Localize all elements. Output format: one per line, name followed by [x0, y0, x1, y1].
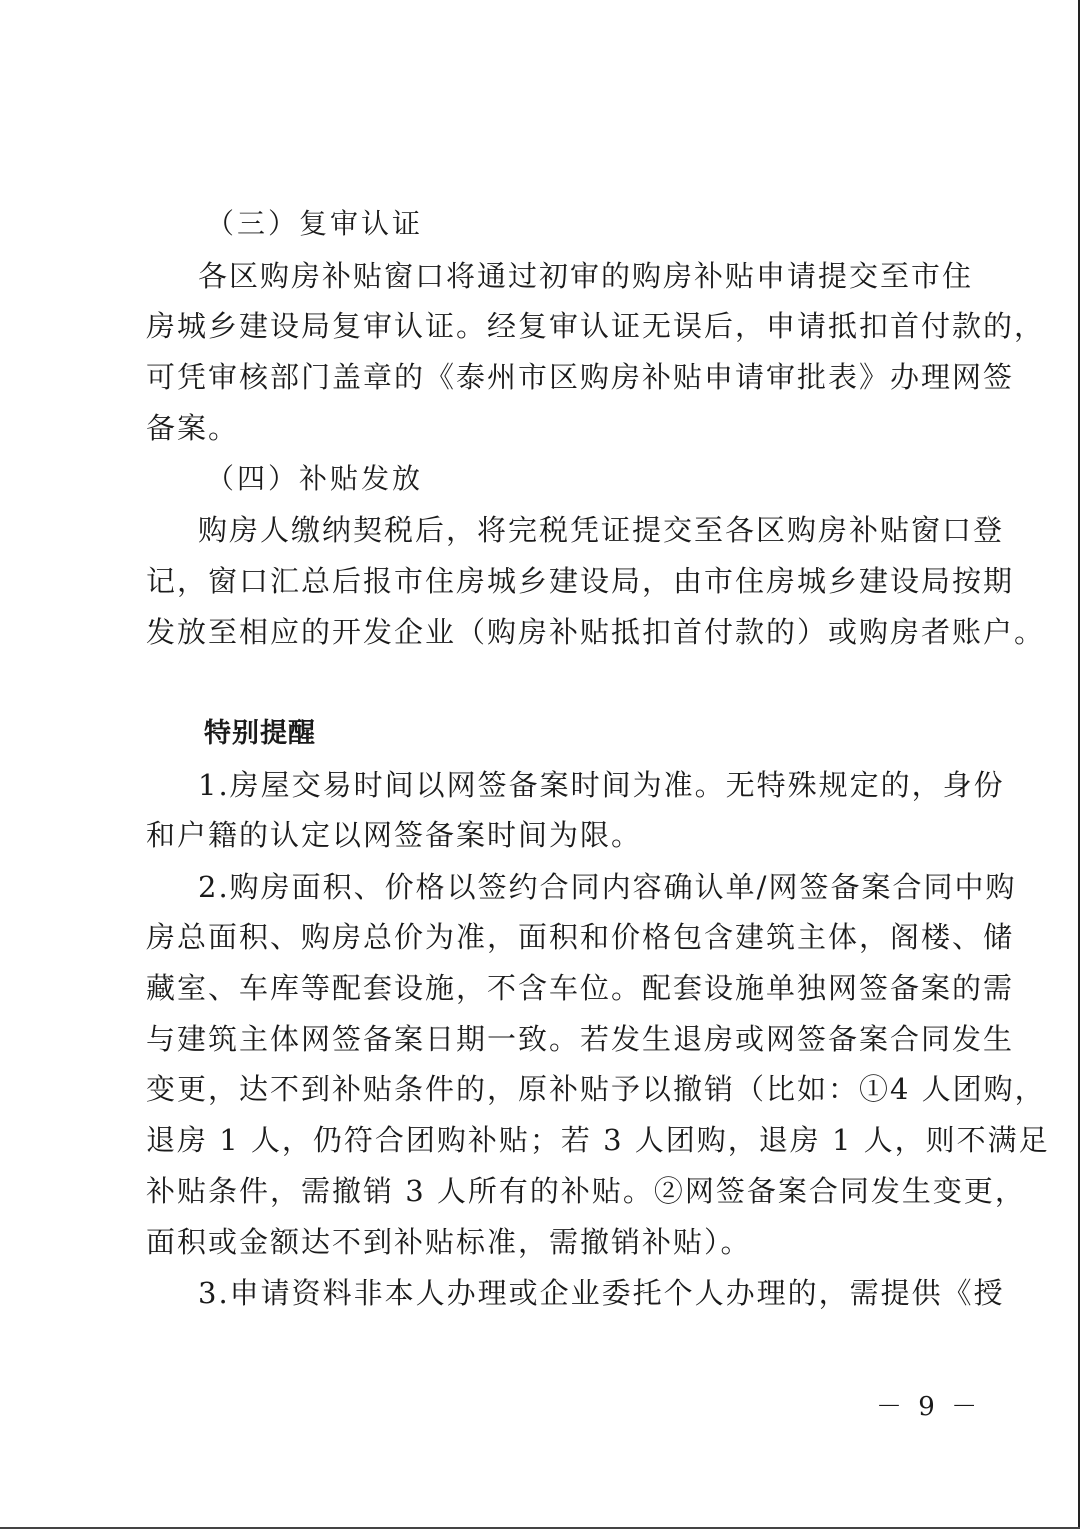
paragraph-line: 备案。: [146, 411, 240, 445]
paragraph-line: 购房人缴纳契税后，将完税凭证提交至各区购房补贴窗口登: [198, 513, 1005, 547]
reminder-item-2-line: 藏室、车库等配套设施，不含车位。配套设施单独网签备案的需: [146, 971, 1015, 1005]
section-heading-special-reminder: 特别提醒: [204, 718, 316, 749]
reminder-item-2-line: 2.购房面积、价格以签约合同内容确认单/网签备案合同中购: [198, 870, 1017, 904]
paragraph-line: 可凭审核部门盖章的《泰州市区购房补贴申请审批表》办理网签: [146, 360, 1015, 394]
reminder-item-2-line: 变更，达不到补贴条件的，原补贴予以撤销（比如：①4 人团购，: [146, 1072, 1046, 1106]
reminder-item-2-line: 与建筑主体网签备案日期一致。若发生退房或网签备案合同发生: [146, 1022, 1015, 1056]
section-heading-review: （三）复审认证: [206, 207, 424, 240]
reminder-item-1-line: 1.房屋交易时间以网签备案时间为准。无特殊规定的，身份: [198, 768, 1005, 802]
reminder-item-2-line: 房总面积、购房总价为准，面积和价格包含建筑主体，阁楼、储: [146, 920, 1015, 954]
section-heading-disbursement: （四）补贴发放: [206, 462, 424, 495]
paragraph-line: 各区购房补贴窗口将通过初审的购房补贴申请提交至市住: [198, 259, 974, 293]
reminder-item-2-line: 面积或金额达不到补贴标准，需撤销补贴）。: [146, 1225, 752, 1259]
page-number: － 9 －: [876, 1392, 982, 1422]
paragraph-line: 发放至相应的开发企业（购房补贴抵扣首付款的）或购房者账户。: [146, 615, 1046, 649]
reminder-item-2-line: 退房 1 人，仍符合团购补贴；若 3 人团购，退房 1 人，则不满足: [146, 1123, 1050, 1157]
paragraph-line: 记，窗口汇总后报市住房城乡建设局，由市住房城乡建设局按期: [146, 564, 1015, 598]
reminder-item-1-line: 和户籍的认定以网签备案时间为限。: [146, 818, 643, 852]
reminder-item-2-line: 补贴条件，需撤销 3 人所有的补贴。②网签备案合同发生变更，: [146, 1174, 1026, 1208]
paragraph-line: 房城乡建设局复审认证。经复审认证无误后，申请抵扣首付款的，: [146, 309, 1046, 343]
reminder-item-3-line: 3.申请资料非本人办理或企业委托个人办理的，需提供《授: [198, 1276, 1005, 1310]
